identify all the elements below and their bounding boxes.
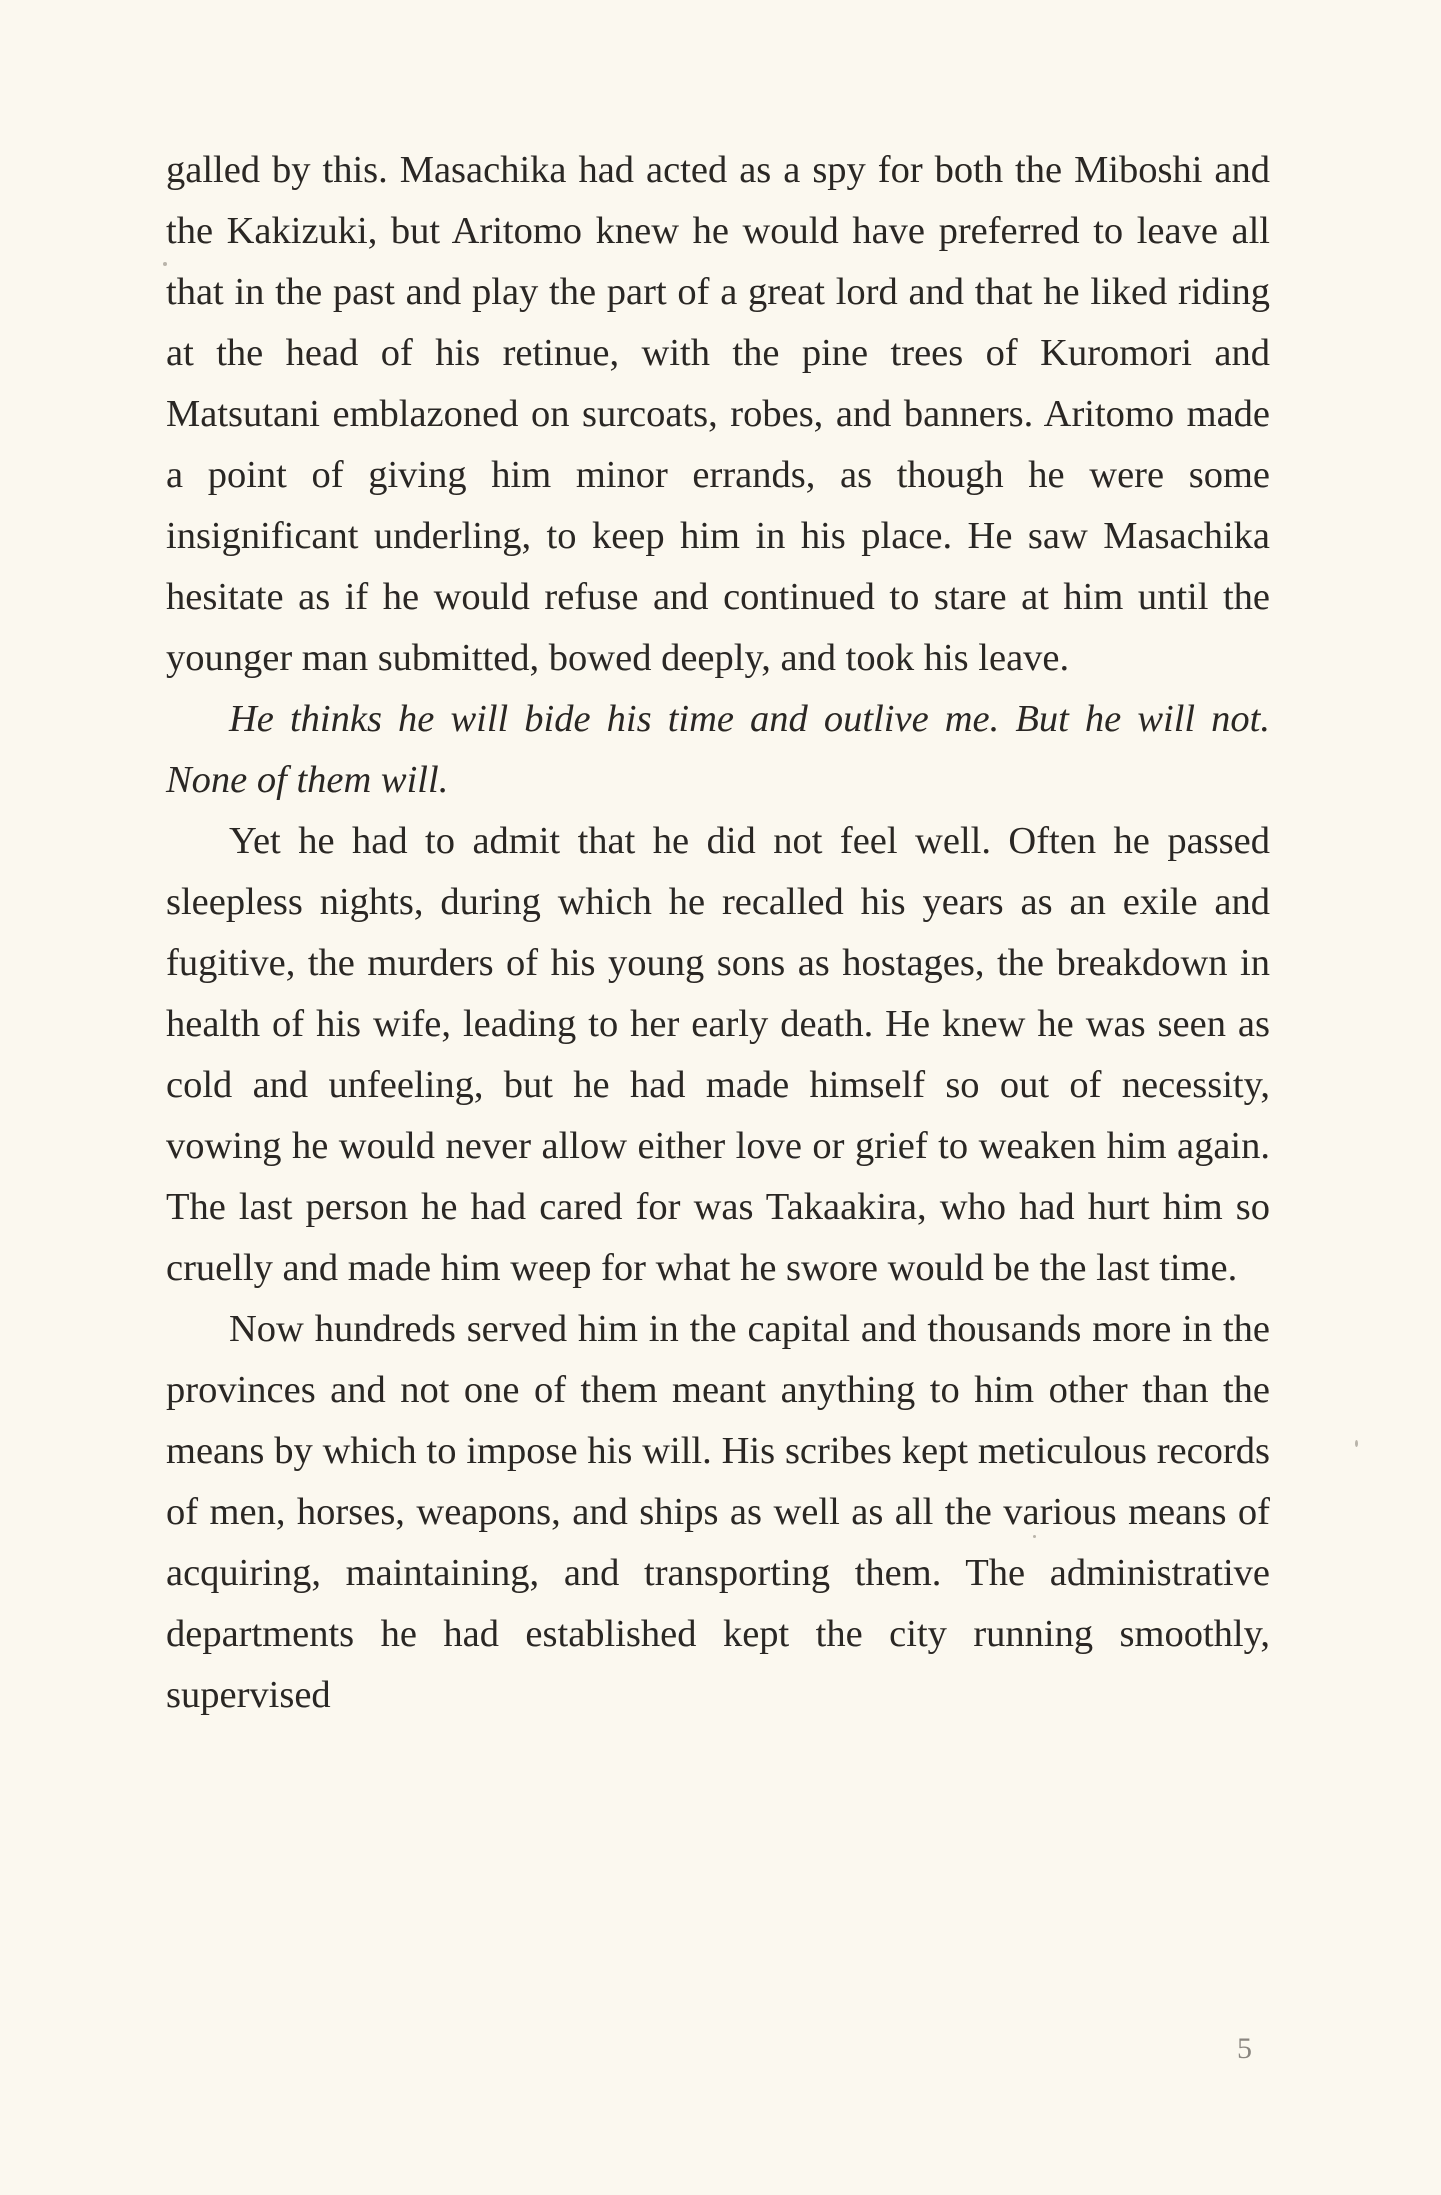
paragraph-italic-thought: He thinks he will bide his time and outlive me. But he will not. None of them will. [166, 698, 1270, 801]
body-text [166, 140, 1270, 1726]
paragraph-aritomo-health: Yet he had to admit that he did not feel well. Often he passed sleepless nights, during which he recalled his years as an exile and fugitive, the murders of his young sons as hostages, the breakdown in health of his wife, leading to her early death. He knew he was seen as cold and unfeeling, but he had made himself so out of necessity, vowing he would never allow either love or grief to weaken him again. The last person he had cared for was Takaakira, who had hurt him so cruelly and made him weep for what he swore would be the last time. [166, 820, 1270, 1289]
paragraph-servants: Now hundreds served him in the capital and thousands more in the provinces and not one of them meant anything to him other than the means by which to impose his will. His scribes kept meticulous records of men, horses, weapons, and ships as well as all the various means of acquiring, maintaining, and transporting them. The administrative departments he had established kept the city running smoothly, supervised [166, 1308, 1270, 1716]
paper-speck [163, 262, 167, 266]
paper-speck [1033, 1535, 1036, 1538]
page-number: 5 [1237, 2032, 1252, 2065]
paragraph-continuation: galled by this. Masachika had acted as a spy for both the Miboshi and the Kakizuki, but Aritomo knew he would have preferred to leave all that in the past and play the part of a great lord and that he liked riding at the head of his retinue, with the pine trees of Kuromori and Matsutani emblazoned on surcoats, robes, and banners. Aritomo made a point of giving him minor errands, as though he were some insignificant underling, to keep him in his place. He saw Masachika hesitate as if he would refuse and continued to stare at him until the younger man submitted, bowed deeply, and took his leave. [166, 149, 1270, 679]
paper-speck [1355, 1440, 1358, 1447]
